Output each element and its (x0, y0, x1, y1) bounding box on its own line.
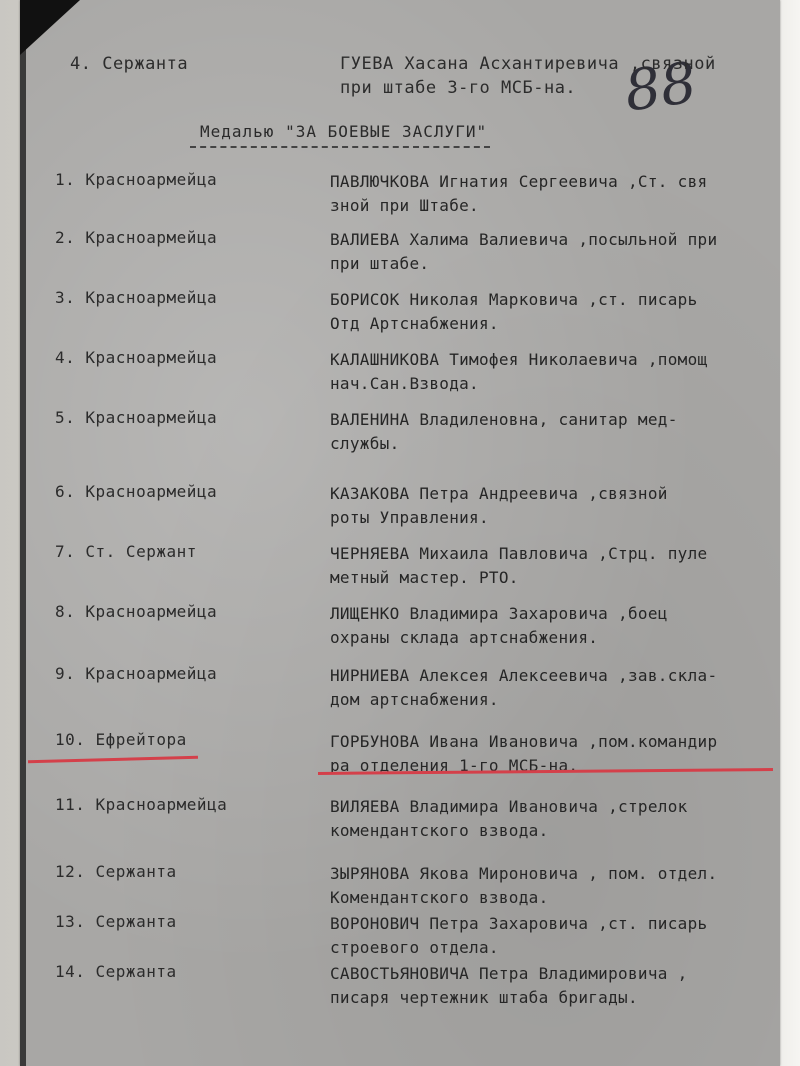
entry-person-line: ВАЛИЕВА Халима Валиевича ,посыльной при (330, 230, 718, 249)
entry-person (330, 288, 775, 336)
entry-person-line: роты Управления. (330, 508, 489, 527)
entry-person-line: ЧЕРНЯЕВА Михаила Павловича ,Стрц. пуле (330, 544, 708, 563)
entry-person-line: ГОРБУНОВА Ивана Ивановича ,пом.командир (330, 732, 718, 751)
handwritten-page-number: 88 (620, 50, 701, 125)
header-person (340, 52, 716, 100)
entry-person-line: ра отделения 1-го МСБ-на. (330, 756, 579, 775)
entry-rank: 2. Красноармейца (55, 228, 218, 247)
entry-person-line: КАЛАШНИКОВА Тимофея Николаевича ,помощ (330, 350, 708, 369)
entry-rank: 4. Красноармейца (55, 348, 218, 367)
entry-person-line: НИРНИЕВА Алексея Алексеевича ,зав.скла- (330, 666, 718, 685)
entry-rank: 9. Красноармейца (55, 664, 218, 683)
entry-person-line: Комендантского взвода. (330, 888, 549, 907)
entry-person-line: КАЗАКОВА Петра Андреевича ,связной (330, 484, 668, 503)
entry-rank: 11. Красноармейца (55, 795, 228, 814)
header-person-line1: ГУЕВА Хасана Асхантиревича ,связной (340, 54, 716, 74)
entry-person-line: БОРИСОК Николая Марковича ,ст. писарь (330, 290, 698, 309)
entry-rank: 3. Красноармейца (55, 288, 218, 307)
entry-rank: 7. Ст. Сержант (55, 542, 197, 561)
entry-person-line: Отд Артснабжения. (330, 314, 499, 333)
entry-person (330, 602, 775, 650)
entry-person-line: ВОРОНОВИЧ Петра Захаровича ,ст. писарь (330, 914, 708, 933)
entry-person (330, 408, 775, 456)
entry-person-line: САВОСТЬЯНОВИЧА Петра Владимировича , (330, 964, 688, 983)
entry-rank: 10. Ефрейтора (55, 730, 187, 749)
entry-rank: 6. Красноармейца (55, 482, 218, 501)
entry-person-line: зной при Штабе. (330, 196, 479, 215)
header-rank: 4. Сержанта (70, 54, 189, 74)
entry-person (330, 228, 775, 276)
sheet-edge (20, 0, 26, 1066)
entry-person-line: писаря чертежник штаба бригады. (330, 988, 638, 1007)
entry-person (330, 962, 775, 1010)
entry-rank: 8. Красноармейца (55, 602, 218, 621)
entry-person-line: ЗЫРЯНОВА Якова Мироновича , пом. отдел. (330, 864, 718, 883)
entry-person (330, 170, 775, 218)
title-underline (190, 146, 490, 148)
entry-rank: 5. Красноармейца (55, 408, 218, 427)
entry-person (330, 862, 775, 910)
entry-person-line: строевого отдела. (330, 938, 499, 957)
entry-person-line: метный мастер. РТО. (330, 568, 519, 587)
entry-person-line: ЛИЩЕНКО Владимира Захаровича ,боец (330, 604, 668, 623)
entry-person (330, 795, 775, 843)
entry-rank: 12. Сержанта (55, 862, 177, 881)
entry-person-line: службы. (330, 434, 400, 453)
entry-person (330, 912, 775, 960)
section-title: Медалью "ЗА БОЕВЫЕ ЗАСЛУГИ" (200, 122, 488, 141)
entry-rank: 13. Сержанта (55, 912, 177, 931)
header-person-line2: при штабе 3-го МСБ-на. (340, 78, 577, 98)
entry-person-line: комендантского взвода. (330, 821, 549, 840)
entry-person (330, 542, 775, 590)
entry-person (330, 664, 775, 712)
entry-person (330, 348, 775, 396)
torn-corner (20, 0, 80, 55)
entry-rank: 14. Сержанта (55, 962, 177, 981)
entry-person (330, 482, 775, 530)
entry-person-line: ПАВЛЮЧКОВА Игнатия Сергеевича ,Ст. свя (330, 172, 708, 191)
entry-rank: 1. Красноармейца (55, 170, 218, 189)
entry-person-line: нач.Сан.Взвода. (330, 374, 479, 393)
entry-person-line: ВИЛЯЕВА Владимира Ивановича ,стрелок (330, 797, 688, 816)
entry-person-line: охраны склада артснабжения. (330, 628, 599, 647)
entry-person-line: при штабе. (330, 254, 430, 273)
entry-person-line: ВАЛЕНИНА Владиленовна, санитар мед- (330, 410, 678, 429)
entry-person-line: дом артснабжения. (330, 690, 499, 709)
